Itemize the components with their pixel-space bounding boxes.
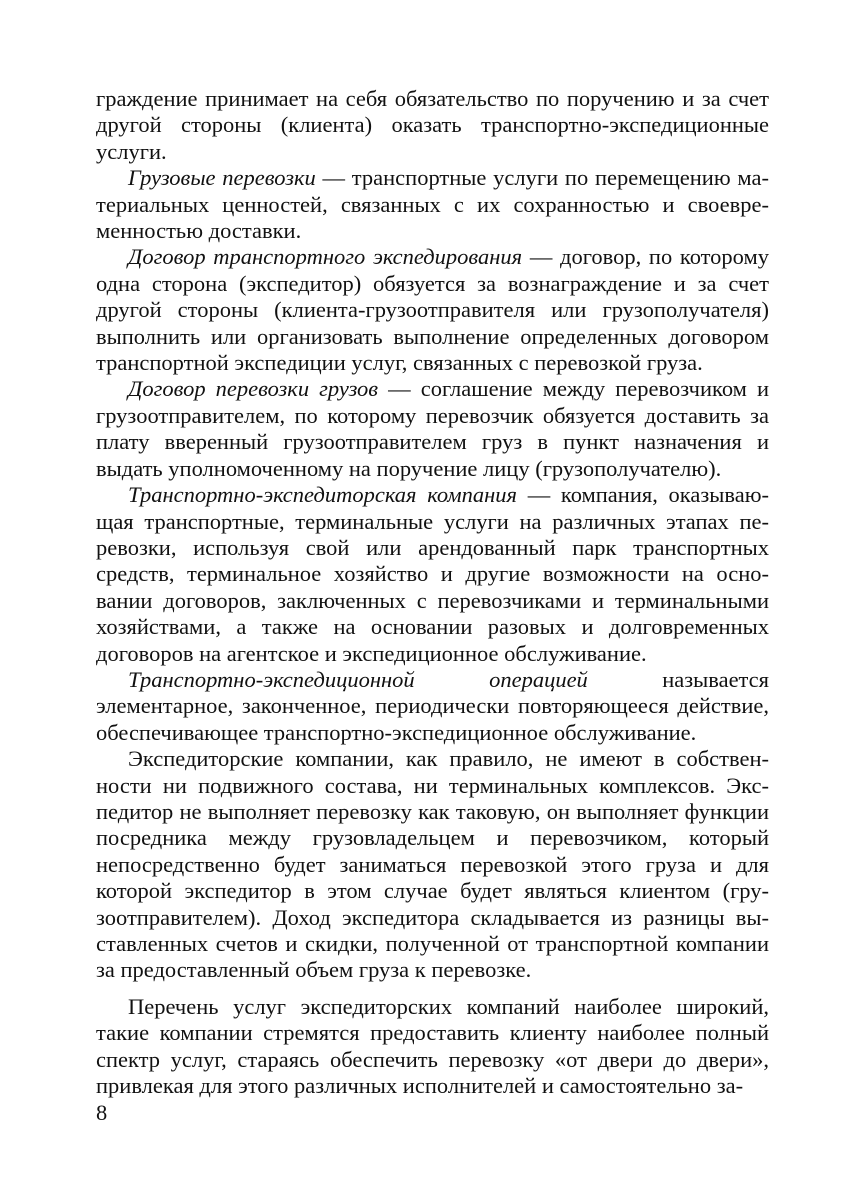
paragraph-definition-freight	[96, 165, 769, 244]
defined-term: Договор перевозки грузов	[128, 376, 379, 402]
paragraph-definition-forwarding-operation	[96, 667, 769, 746]
paragraph-continuation	[96, 86, 769, 165]
defined-term: Транспортно-экспедиторская компания	[128, 482, 517, 508]
paragraph-definition-carriage-contract	[96, 376, 769, 482]
paragraph-definition-forwarding-contract	[96, 244, 769, 376]
paragraph-text: — компания, оказывающая транспортные, терминальные услуги на различных этапах перевозки, используя свой или арендованный парк транспортных средств, терминальное хозяйство и другие возможности на основании договоров, заключенных с перевозчиками и терминальными хозяйствами, а также на основании разовых и долговременных договоров на агентское и экспедиционное обслуживание.	[96, 482, 769, 666]
paragraph-services-list	[96, 994, 769, 1100]
defined-term: Транспортно-экспедиционной операцией	[128, 666, 588, 692]
paragraph-text: граждение принимает на себя обязательство по поручению и за счет другой стороны (клиента) оказать транспортно-экспедиционные услуги.	[96, 86, 769, 164]
paragraph-text: — соглашение между перевозчиком и грузоотправителем, по которому перевозчик обязуется доставить за плату вверенный грузоотправителем груз в пункт назначения и выдать уполномоченному на поручение лицу (грузополучателю).	[96, 376, 769, 481]
paragraph-text: Экспедиторские компании, как правило, не имеют в собственности ни подвижного состава, ни терминальных комплексов. Экспедитор не выполняет перевозку как таковую, он выполняет функции посредника между грузовладельцем и перевозчиком, который непосредственно будет заниматься перевозкой этого груза и для которой экспедитор в этом случае будет являться клиентом (грузоотправителем). Доход экспедитора складывается из разницы выставленных счетов и скидки, полученной от транспортной компании за предоставленный объем груза к перевозке.	[96, 746, 769, 983]
defined-term: Договор транспортного экспедирования	[128, 244, 523, 270]
paragraph-text: Перечень услуг экспедиторских компаний наиболее широкий, такие компании стремятся предоставить клиенту наиболее полный спектр услуг, стараясь обеспечить перевозку «от двери до двери», привлекая для этого различных исполнителей и самостоятельно за-	[96, 993, 769, 1099]
defined-term: Грузовые перевозки	[128, 165, 316, 191]
paragraph-definition-forwarding-company	[96, 482, 769, 667]
paragraph-text: — договор, по которому одна сторона (экспедитор) обязуется за вознаграждение и за счет другой стороны (клиента-грузоотправителя или грузополучателя) выполнить или организовать выполнение определенных договором транспортной экспедиции услуг, связанных с перевозкой груза.	[96, 244, 769, 376]
paragraph-text: — транспортные услуги по перемещению материальных ценностей, связанных с их сохранностью и своевременностью доставки.	[96, 165, 769, 244]
paragraph-text: называется элементарное, законченное, периодически повторяющееся действие, обеспечивающее транспортно-экспедиционное обслуживание.	[96, 666, 770, 745]
page-number: 8	[96, 1100, 108, 1125]
paragraph-forwarders	[96, 746, 769, 984]
page-body	[96, 86, 769, 1099]
